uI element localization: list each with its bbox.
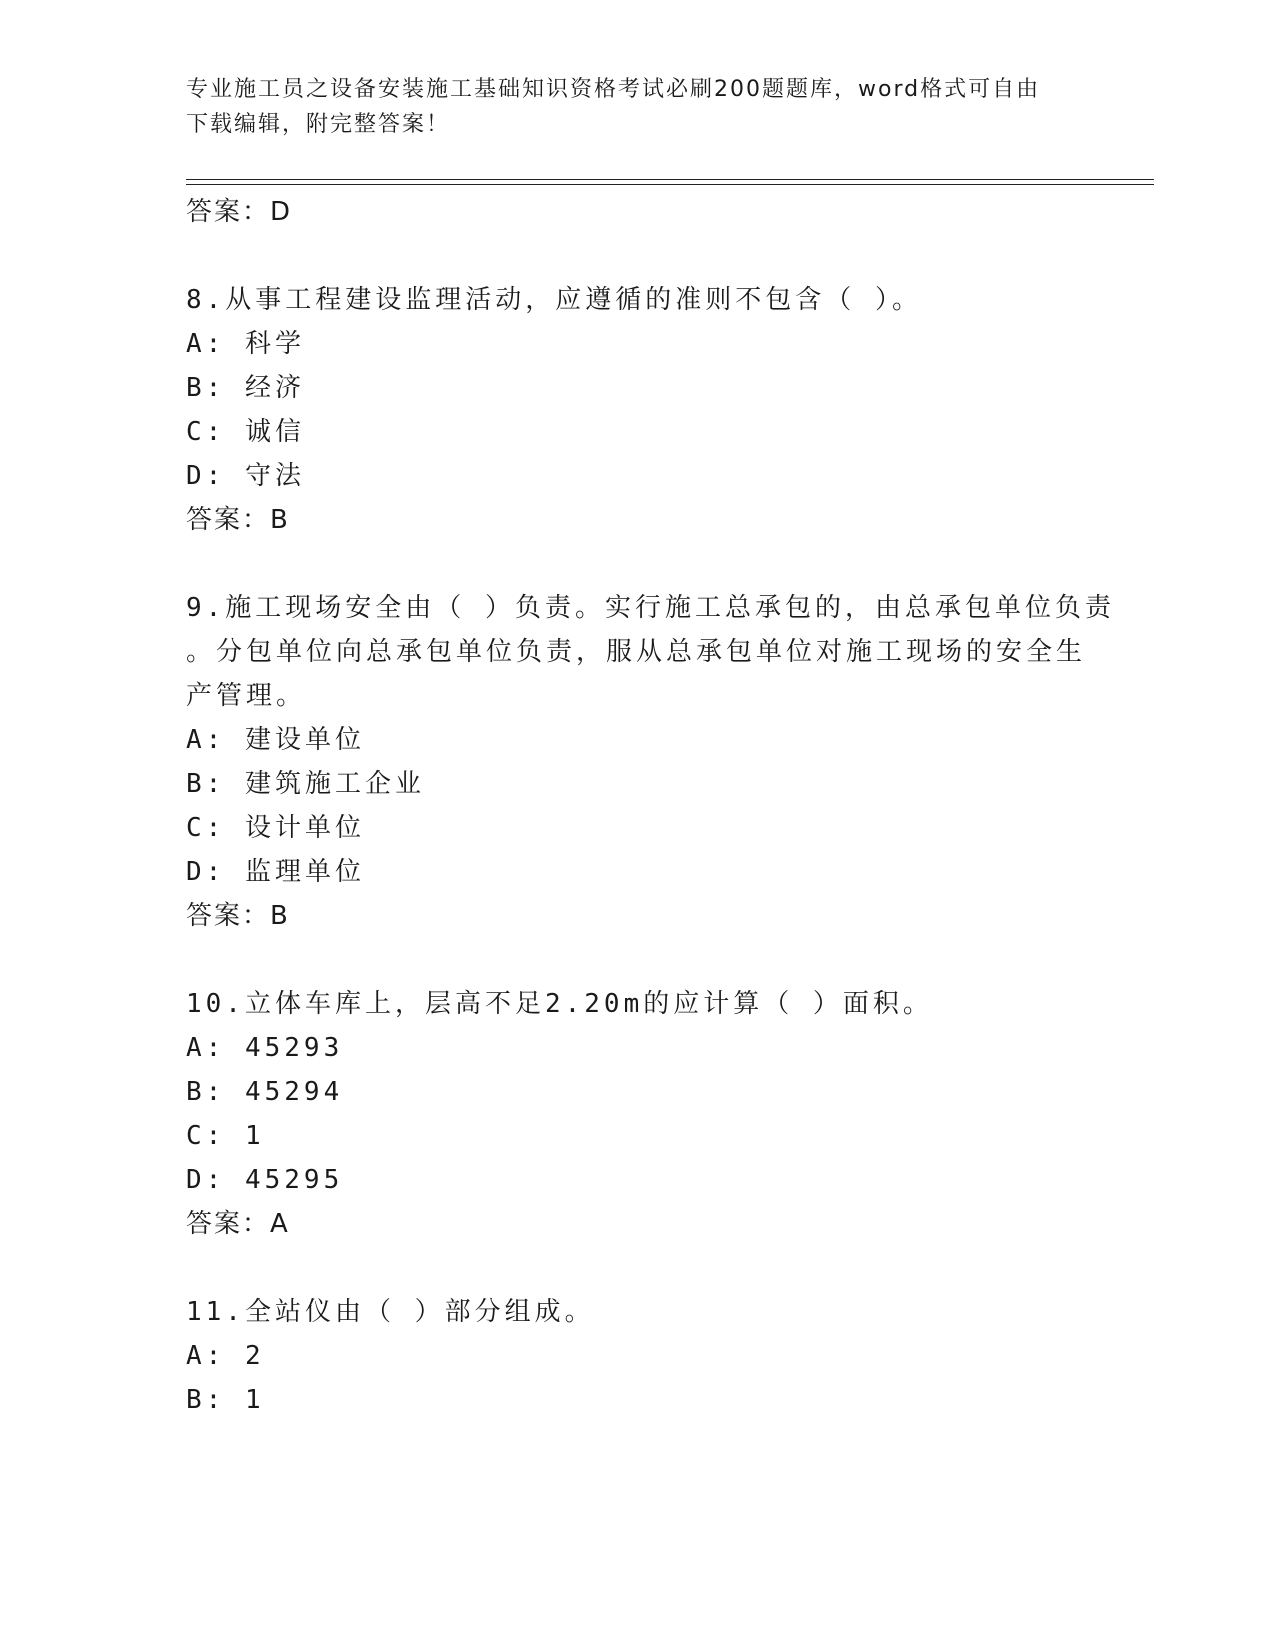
question-9-option-d: D: 监理单位 — [186, 857, 365, 887]
header-divider-top — [186, 179, 1154, 180]
question-8-option-b: B: 经济 — [186, 373, 305, 403]
question-11-text: 11.全站仪由（ ）部分组成。 — [186, 1297, 595, 1327]
question-10-option-d: D: 45295 — [186, 1165, 344, 1195]
question-9-text-line-3: 产管理。 — [186, 681, 307, 711]
question-9-option-a: A: 建设单位 — [186, 725, 365, 755]
question-9-option-b: B: 建筑施工企业 — [186, 769, 425, 799]
question-8-answer: 答案：B — [186, 505, 290, 535]
header-line-1: 专业施工员之设备安装施工基础知识资格考试必刷200题题库，word格式可自由 — [186, 77, 1041, 102]
question-10-option-c: C: 1 — [186, 1121, 265, 1151]
question-9-answer: 答案：B — [186, 901, 290, 931]
header-divider-bottom — [186, 184, 1154, 185]
question-9-text-line-2: 。分包单位向总承包单位负责，服从总承包单位对施工现场的安全生 — [186, 637, 1087, 667]
question-8-option-d: D: 守法 — [186, 461, 305, 491]
question-11-option-b: B: 1 — [186, 1385, 265, 1415]
question-10-text: 10.立体车库上，层高不足2.20m的应计算（ ）面积。 — [186, 989, 933, 1019]
header-line-2: 下载编辑，附完整答案！ — [186, 112, 451, 137]
document-header — [186, 72, 1066, 142]
question-8-option-a: A: 科学 — [186, 329, 305, 359]
question-10-option-b: B: 45294 — [186, 1077, 344, 1107]
question-9-option-c: C: 设计单位 — [186, 813, 365, 843]
answer-prev: 答案：D — [186, 197, 293, 227]
question-8-option-c: C: 诚信 — [186, 417, 305, 447]
question-10-option-a: A: 45293 — [186, 1033, 344, 1063]
question-11-option-a: A: 2 — [186, 1341, 265, 1371]
question-10-answer: 答案：A — [186, 1209, 290, 1239]
question-8-text: 8.从事工程建设监理活动，应遵循的准则不包含（ ）。 — [186, 285, 922, 315]
question-9-text-line-1: 9.施工现场安全由（ ）负责。实行施工总承包的，由总承包单位负责 — [186, 593, 1115, 623]
